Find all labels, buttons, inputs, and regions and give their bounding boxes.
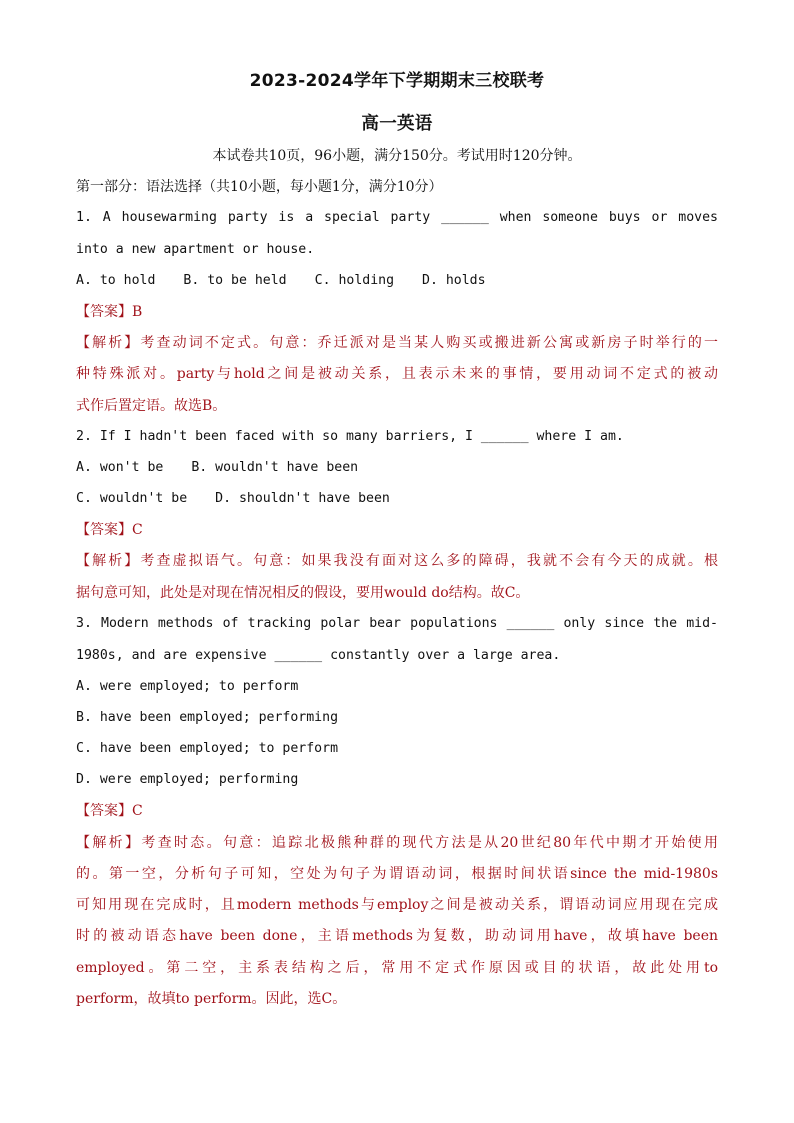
q1-analysis-line3: 式作后置定语。故选B。 (76, 398, 227, 414)
q3-option-b: B. have been employed; performing (76, 710, 339, 725)
q1-stem-line1: 1. A housewarming party is a special party ______ when someone buys or moves (76, 210, 718, 225)
exam-subject: 高一英语 (361, 114, 433, 134)
q3-analysis-line6: perform，故填to perform。因此，选C。 (76, 991, 347, 1007)
q3-option-a: A. were employed; to perform (76, 679, 299, 694)
q3-option-d: D. were employed; performing (76, 772, 299, 787)
q3-analysis-line3: 可知用现在完成时，且modern methods与employ之间是被动关系，谓语动词应用现在完成 (76, 897, 718, 913)
exam-info: 本试卷共10页，96小题，满分150分。考试用时120分钟。 (212, 148, 582, 164)
answer-value: C (132, 803, 143, 819)
q1-option-a: A. to hold (76, 273, 156, 288)
q1-option-b: B. to be held (183, 273, 287, 288)
q1-option-c: C. holding (314, 273, 395, 288)
exam-title: 2023-2024学年下学期期末三校联考 (249, 71, 545, 91)
q2-option-a: A. won't be (76, 460, 164, 475)
q2-analysis-line1: 【解析】考查虚拟语气。句意：如果我没有面对这么多的障碍，我就不会有今天的成就。根 (76, 553, 719, 569)
q1-analysis-line2: 种特殊派对。party与hold之间是被动关系，且表示未来的事情，要用动词不定式的被动 (76, 366, 718, 382)
q2-stem-line1: 2. If I hadn't been faced with so many barriers, I ______ where I am. (76, 429, 624, 444)
q3-answer (76, 801, 718, 821)
q1-options (76, 271, 718, 291)
q2-option-d: D. shouldn't have been (215, 491, 390, 506)
q3-option-c: C. have been employed; to perform (76, 741, 339, 756)
analysis-tag: 【解析】 (76, 553, 141, 569)
q3-stem-line1: 3. Modern methods of tracking polar bear populations ______ only since the mid- (76, 616, 718, 631)
q2-option-c: C. wouldn't be (76, 491, 188, 506)
q2-analysis-line2: 据句意可知，此处是对现在情况相反的假设，要用would do结构。故C。 (76, 585, 530, 601)
q3-analysis-line2: 的。第一空，分析句子可知，空处为句子为谓语动词，根据时间状语since the mid-1980s (76, 866, 718, 882)
q1-answer (76, 302, 718, 322)
q1-stem-line2: into a new apartment or house. (76, 242, 315, 257)
analysis-tag: 【解析】 (76, 335, 141, 351)
answer-tag: 【答案】 (76, 304, 132, 320)
q2-options-row1 (76, 458, 718, 478)
q1-option-d: D. holds (422, 273, 486, 288)
answer-value: B (132, 304, 143, 320)
q2-answer (76, 520, 718, 540)
analysis-tag: 【解析】 (76, 835, 142, 851)
section-heading: 第一部分：语法选择（共10小题，每小题1分，满分10分） (76, 179, 443, 195)
answer-value: C (132, 522, 143, 538)
q2-option-b: B. wouldn't have been (191, 460, 359, 475)
answer-tag: 【答案】 (76, 522, 132, 538)
q3-analysis-line4: 时的被动语态have been done，主语methods为复数，助动词用have，故填have been (76, 928, 718, 944)
q3-analysis-line5: employed。第二空，主系表结构之后，常用不定式作原因或目的状语，故此处用to (76, 960, 718, 976)
q1-analysis-line1: 【解析】考查动词不定式。句意：乔迁派对是当某人购买或搬进新公寓或新房子时举行的一 (76, 335, 719, 351)
q3-analysis-line1: 【解析】考查时态。句意：追踪北极熊种群的现代方法是从20世纪80年代中期才开始使用 (76, 835, 718, 851)
q2-options-row2 (76, 489, 718, 509)
q3-stem-line2: 1980s, and are expensive ______ constantly over a large area. (76, 648, 561, 663)
answer-tag: 【答案】 (76, 803, 132, 819)
